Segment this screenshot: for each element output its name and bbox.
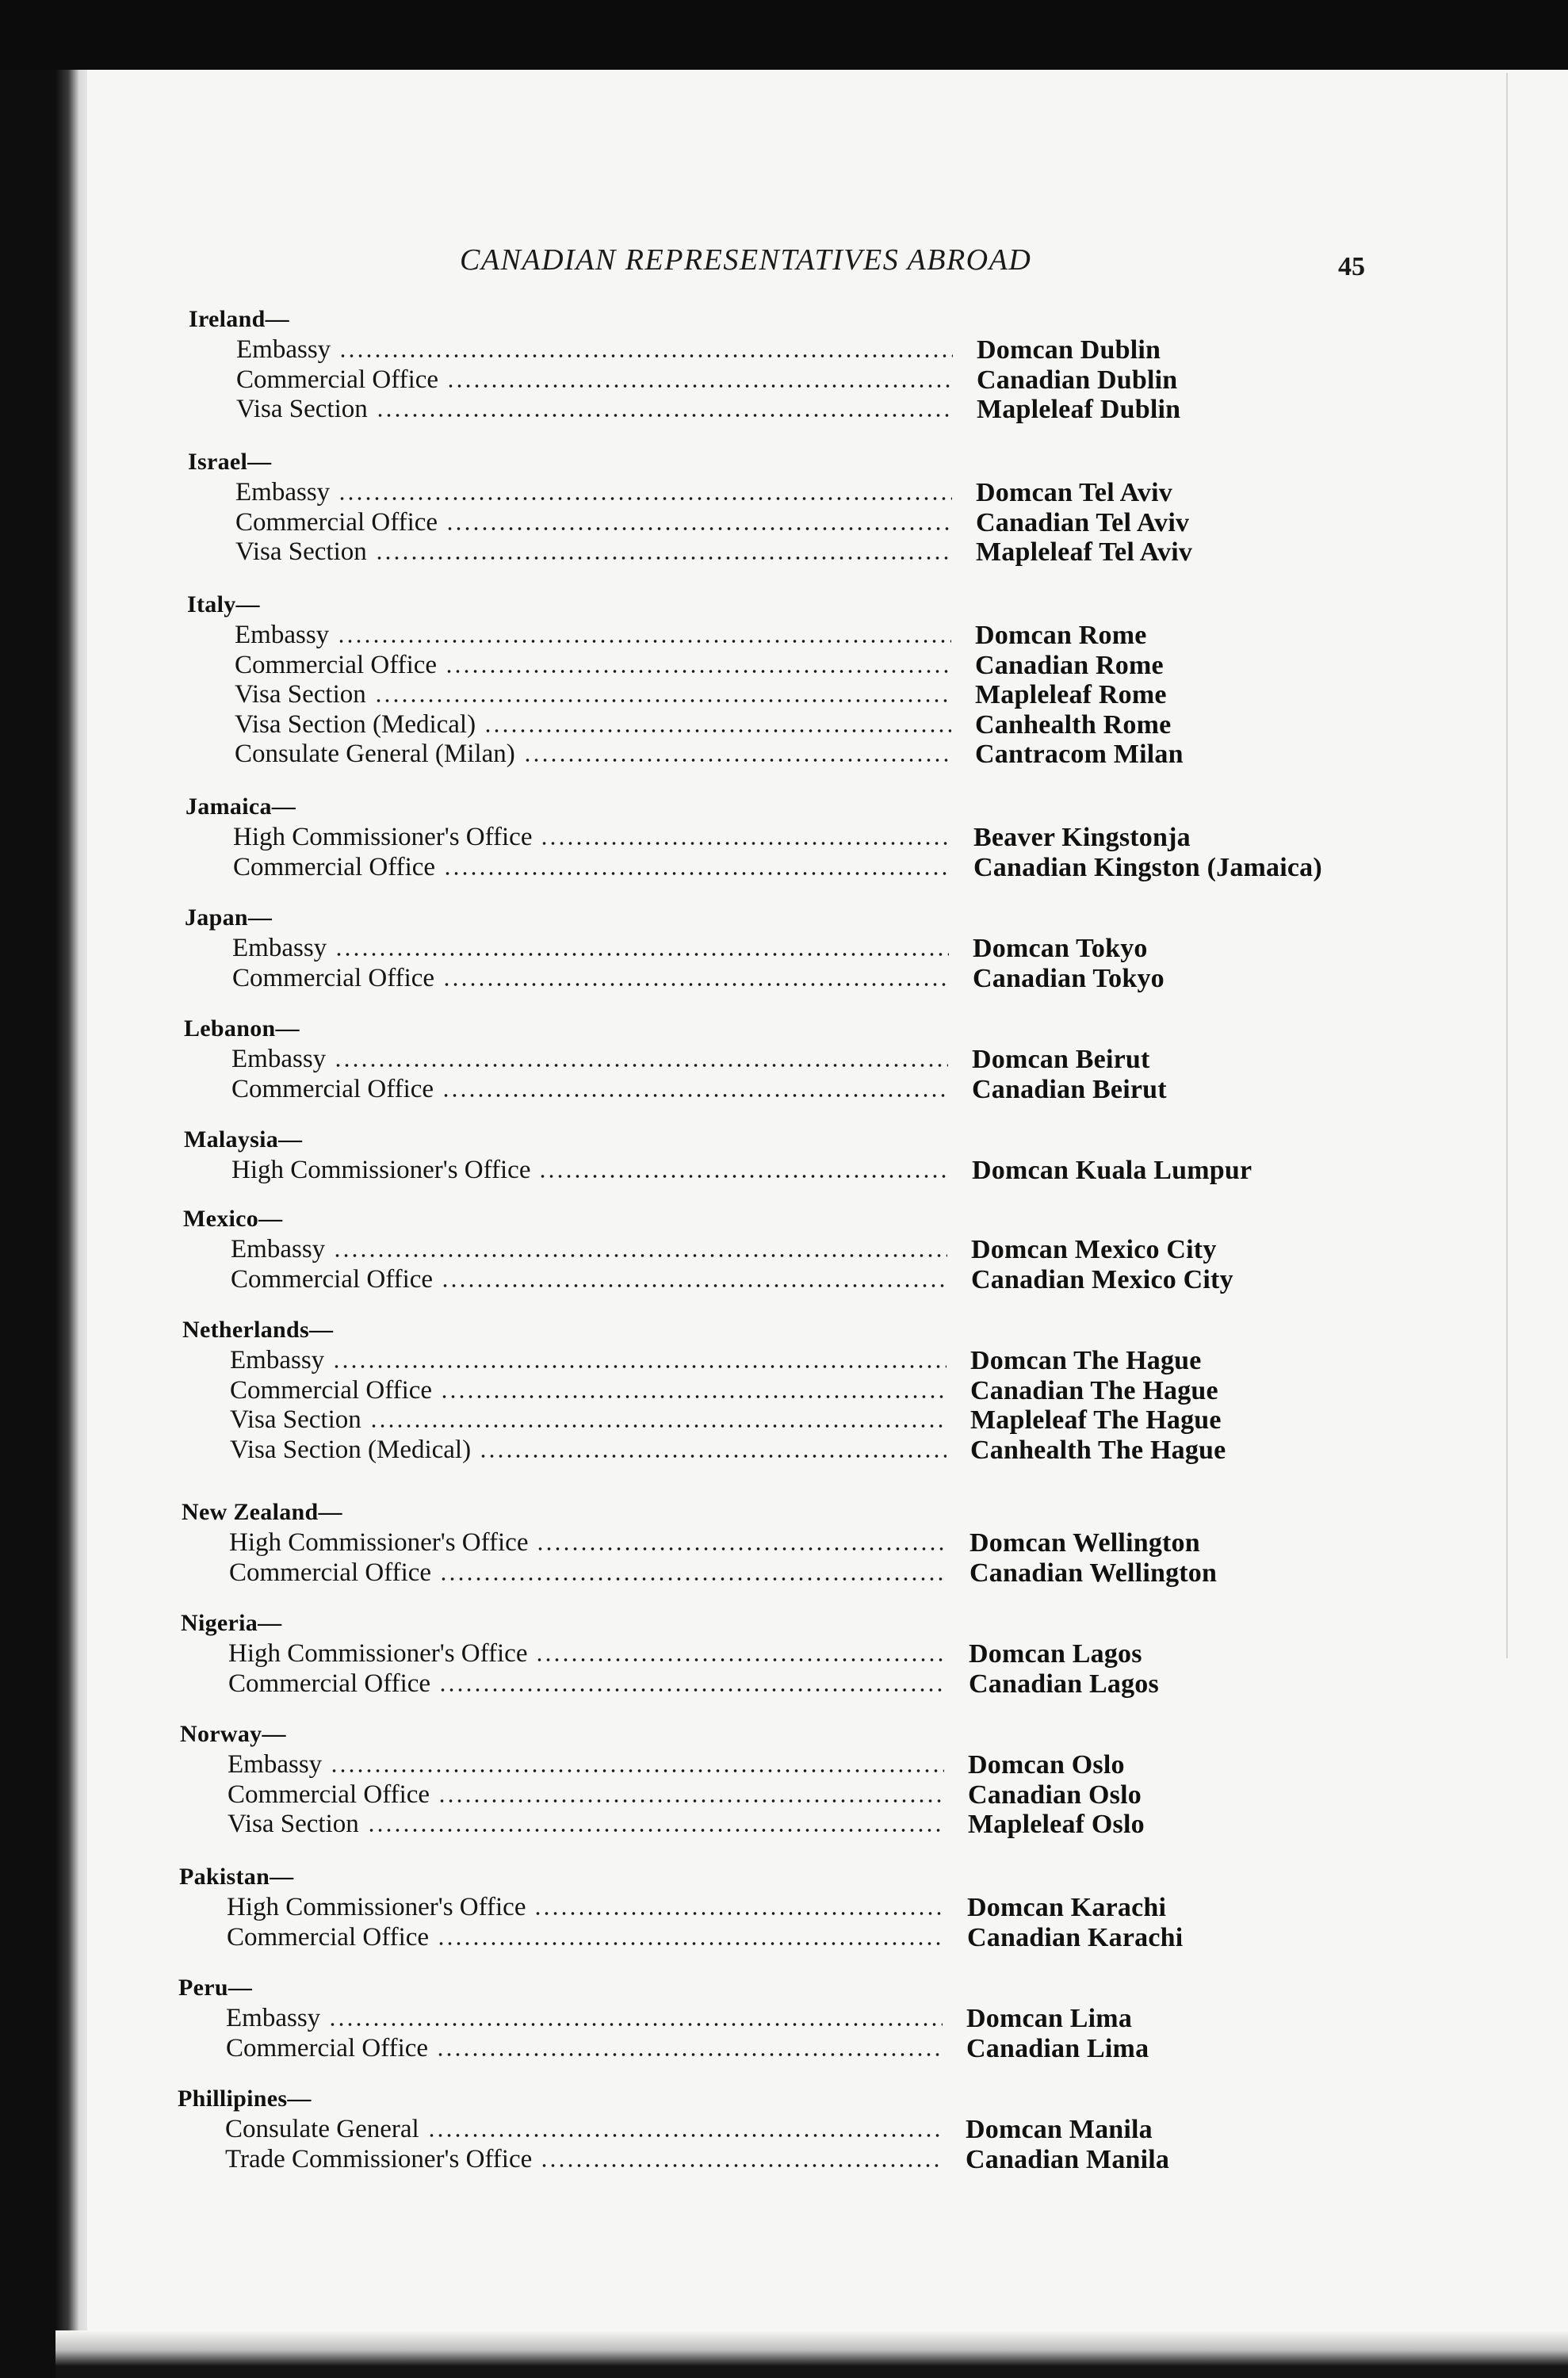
dot-leader <box>367 1829 944 1832</box>
dot-leader <box>335 953 949 956</box>
country-heading: Pakistan— <box>179 1864 294 1890</box>
office-line <box>235 738 951 767</box>
office-name: Embassy <box>232 934 327 962</box>
listing-entry <box>185 962 1532 992</box>
cable-address: Domcan Lima <box>966 2004 1133 2033</box>
dot-leader <box>333 1254 947 1257</box>
country-heading: Phillipines— <box>178 2086 312 2112</box>
listing-entry <box>182 1404 1530 1434</box>
office-name: Visa Section <box>235 680 366 709</box>
country-heading: Norway— <box>180 1721 286 1747</box>
dot-leader <box>427 2134 942 2137</box>
dot-leader <box>369 1424 947 1428</box>
listing-entry <box>185 932 1532 962</box>
cable-address: Beaver Kingstonja <box>973 823 1191 852</box>
cable-address: Domcan Mexico City <box>971 1235 1217 1264</box>
listing-entry <box>189 364 1536 394</box>
cable-address: Mapleleaf The Hague <box>970 1405 1222 1435</box>
country-section <box>178 1974 1526 2062</box>
office-name: Visa Section <box>236 395 368 423</box>
dot-leader <box>443 872 950 875</box>
cable-address: Mapleleaf Tel Aviv <box>976 537 1193 567</box>
office-line <box>227 1921 943 1951</box>
cable-address: Canadian Lima <box>966 2033 1149 2063</box>
country-section <box>187 591 1535 768</box>
cable-address: Canadian Manila <box>966 2144 1170 2174</box>
listing-entry <box>182 1374 1530 1405</box>
dot-leader <box>374 699 951 702</box>
country-section <box>182 1316 1530 1463</box>
listing-entry <box>185 851 1533 881</box>
office-line <box>236 393 953 422</box>
office-line <box>231 1073 948 1103</box>
office-line <box>225 2143 942 2173</box>
country-section <box>185 904 1532 992</box>
office-name: Embassy <box>235 621 330 649</box>
cable-address: Mapleleaf Dublin <box>977 395 1181 424</box>
listing-entry <box>187 679 1535 709</box>
office-name: Embassy <box>236 335 331 364</box>
office-line <box>228 1779 944 1808</box>
country-heading: Netherlands— <box>182 1317 334 1343</box>
country-heading: Israel— <box>188 449 272 475</box>
cable-address: Domcan Kuala Lumpur <box>972 1156 1252 1185</box>
office-name: Commercial Office <box>228 1780 430 1809</box>
office-name: Consulate General (Milan) <box>235 740 515 768</box>
cable-address: Domcan The Hague <box>970 1346 1202 1375</box>
office-line <box>235 507 952 536</box>
dot-leader <box>446 527 952 530</box>
listing-entry <box>178 2032 1526 2063</box>
dot-leader <box>536 1547 946 1550</box>
listing-entry <box>189 334 1536 364</box>
office-line <box>235 476 952 506</box>
listing-entry <box>187 619 1535 649</box>
country-heading: Japan— <box>185 904 273 931</box>
office-name: High Commissioner's Office <box>233 823 533 851</box>
office-name: Commercial Office <box>230 1375 433 1405</box>
dot-leader <box>538 1175 948 1178</box>
listing-entry <box>184 1043 1532 1073</box>
office-name: Embassy <box>231 1045 327 1073</box>
cable-address: Domcan Tokyo <box>973 934 1148 963</box>
office-line <box>232 932 949 962</box>
office-line <box>228 1638 945 1667</box>
page-title: CANADIAN REPRESENTATIVES ABROAD <box>460 243 1032 277</box>
office-name: Visa Section (Medical) <box>235 709 476 739</box>
cable-address: Domcan Lagos <box>969 1639 1142 1669</box>
office-line <box>228 1808 944 1837</box>
cable-address: Canadian Kingston (Jamaica) <box>973 852 1322 882</box>
cable-address: Mapleleaf Rome <box>975 680 1167 709</box>
dot-leader <box>328 2023 943 2026</box>
office-line <box>231 1233 947 1263</box>
office-name: High Commissioner's Office <box>229 1528 529 1557</box>
cable-address: Canadian The Hague <box>970 1375 1218 1405</box>
dot-leader <box>437 1942 943 1945</box>
dot-leader <box>534 1912 943 1915</box>
cable-address: Domcan Wellington <box>969 1528 1200 1558</box>
office-line <box>235 536 952 565</box>
office-name: Commercial Office <box>232 963 435 992</box>
office-line <box>229 1557 946 1586</box>
dot-leader <box>375 556 952 560</box>
cable-address: Canhealth Rome <box>975 709 1172 740</box>
office-name: High Commissioner's Office <box>228 1639 528 1668</box>
cable-address: Canadian Wellington <box>969 1558 1218 1588</box>
cable-address: Canadian Karachi <box>967 1922 1184 1952</box>
listing-entry <box>178 2143 1525 2173</box>
office-name: Commercial Office <box>236 365 439 394</box>
country-heading: Mexico— <box>183 1206 283 1232</box>
country-section <box>178 2085 1525 2173</box>
country-section <box>188 448 1535 566</box>
office-line <box>236 364 953 393</box>
listing-entry <box>185 821 1533 851</box>
listing-entry <box>188 476 1535 507</box>
office-name: Embassy <box>230 1346 325 1374</box>
dot-leader <box>436 2053 943 2056</box>
listing-entry <box>187 738 1535 768</box>
cable-address: Canadian Oslo <box>968 1780 1142 1810</box>
office-name: Visa Section <box>235 537 367 566</box>
office-line <box>227 1891 943 1921</box>
dot-leader <box>442 1094 948 1097</box>
listing-entry <box>182 1344 1530 1374</box>
cable-address: Domcan Tel Aviv <box>976 478 1172 507</box>
country-section <box>180 1720 1528 1838</box>
country-heading: New Zealand— <box>182 1499 342 1525</box>
country-section <box>182 1498 1529 1586</box>
country-section <box>179 1863 1527 1951</box>
country-section <box>189 305 1536 423</box>
country-heading: Italy— <box>187 591 260 617</box>
office-name: Commercial Office <box>227 1922 430 1952</box>
office-name: High Commissioner's Office <box>231 1156 531 1184</box>
cable-address: Domcan Oslo <box>968 1750 1125 1780</box>
office-name: Trade Commissioner's Office <box>225 2144 533 2173</box>
country-section <box>181 1609 1528 1697</box>
office-name: Visa Section (Medical) <box>230 1435 472 1464</box>
office-line <box>231 1043 948 1072</box>
office-line <box>231 1154 948 1183</box>
dot-leader <box>441 1284 947 1287</box>
listing-entry <box>184 1073 1532 1103</box>
country-heading: Lebanon— <box>184 1015 300 1042</box>
country-heading: Ireland— <box>189 306 289 332</box>
office-line <box>230 1434 947 1463</box>
country-section <box>183 1205 1531 1293</box>
dot-leader <box>446 384 953 388</box>
listing-entry <box>181 1638 1528 1668</box>
office-line <box>226 2002 943 2032</box>
dot-leader <box>484 729 951 732</box>
listing-entry <box>187 649 1535 679</box>
office-name: Commercial Office <box>233 852 436 881</box>
country-heading: Malaysia— <box>184 1126 303 1153</box>
office-line <box>231 1264 947 1293</box>
dot-leader <box>439 1577 946 1581</box>
listing-entry <box>179 1921 1527 1952</box>
cable-address: Canadian Dublin <box>977 365 1178 395</box>
listing-entry <box>183 1264 1531 1294</box>
cable-address: Canadian Beirut <box>972 1074 1167 1104</box>
listing-entry <box>184 1154 1532 1184</box>
listing-entry <box>182 1527 1529 1557</box>
dot-leader <box>438 1688 945 1692</box>
country-heading: Peru— <box>178 1975 253 2001</box>
office-line <box>235 709 951 738</box>
office-name: High Commissioner's Office <box>227 1893 526 1921</box>
dot-leader <box>338 497 952 500</box>
scan-bottom-border <box>55 2330 1568 2378</box>
country-section <box>184 1126 1532 1184</box>
listing-entry <box>180 1808 1528 1838</box>
office-name: Commercial Office <box>229 1558 432 1587</box>
office-name: Embassy <box>228 1750 323 1779</box>
dot-leader <box>523 759 951 762</box>
listing-entry <box>178 2002 1526 2032</box>
cable-address: Canadian Lagos <box>969 1669 1159 1699</box>
listing-entry <box>182 1557 1529 1587</box>
dot-leader <box>440 1395 947 1398</box>
listing-entry <box>189 393 1536 423</box>
office-line <box>226 2032 943 2062</box>
listing-entry <box>183 1233 1531 1264</box>
office-line <box>233 821 950 851</box>
country-section <box>184 1015 1532 1103</box>
dot-leader <box>445 670 951 673</box>
office-name: Commercial Office <box>235 650 438 679</box>
page-number: 45 <box>1338 252 1365 281</box>
office-name: Commercial Office <box>231 1074 434 1103</box>
dot-leader <box>376 414 953 417</box>
cable-address: Canhealth The Hague <box>970 1435 1226 1465</box>
cable-address: Domcan Beirut <box>972 1045 1150 1074</box>
office-name: Commercial Office <box>231 1264 434 1294</box>
office-line <box>230 1344 947 1374</box>
listing-entry <box>178 2113 1525 2143</box>
cable-address: Domcan Manila <box>966 2115 1153 2144</box>
listing-entry <box>182 1434 1530 1464</box>
office-line <box>235 649 951 679</box>
cable-address: Canadian Rome <box>975 650 1164 680</box>
office-name: Commercial Office <box>235 507 438 537</box>
country-section <box>185 793 1533 881</box>
cable-address: Canadian Mexico City <box>971 1264 1233 1294</box>
cable-address: Domcan Karachi <box>967 1893 1167 1922</box>
listing-entry <box>181 1668 1528 1698</box>
office-line <box>236 334 953 363</box>
office-name: Commercial Office <box>226 2033 429 2063</box>
office-line <box>228 1668 945 1697</box>
listing-entry <box>187 709 1535 739</box>
office-line <box>233 851 950 881</box>
office-line <box>230 1374 947 1404</box>
listing-entry <box>180 1749 1528 1779</box>
office-line <box>235 679 951 708</box>
office-name: Embassy <box>226 2004 321 2032</box>
cable-address: Mapleleaf Oslo <box>968 1810 1145 1839</box>
dot-leader <box>442 983 949 986</box>
cable-address: Canadian Tel Aviv <box>976 507 1190 537</box>
dot-leader <box>334 1064 948 1067</box>
dot-leader <box>479 1455 947 1458</box>
cable-address: Domcan Rome <box>975 621 1147 650</box>
office-line <box>228 1749 944 1778</box>
dot-leader <box>330 1769 944 1772</box>
office-name: Visa Section <box>228 1810 359 1838</box>
office-name: Consulate General <box>225 2115 419 2143</box>
office-line <box>229 1527 946 1556</box>
office-name: Embassy <box>231 1235 326 1264</box>
cable-address: Canadian Tokyo <box>973 963 1165 993</box>
listing-entry <box>180 1779 1528 1809</box>
office-line <box>225 2113 942 2143</box>
office-line <box>232 962 949 992</box>
office-line <box>235 619 951 648</box>
country-heading: Jamaica— <box>185 793 296 820</box>
listing-entry <box>188 536 1535 566</box>
dot-leader <box>338 354 953 357</box>
office-line <box>230 1404 947 1433</box>
dot-leader <box>337 640 951 643</box>
office-name: Visa Section <box>230 1405 361 1434</box>
dot-leader <box>540 2164 942 2167</box>
office-name: Commercial Office <box>228 1669 431 1698</box>
cable-address: Cantracom Milan <box>975 740 1184 769</box>
dot-leader <box>540 842 950 845</box>
listing-entry <box>179 1891 1527 1921</box>
country-heading: Nigeria— <box>181 1610 282 1636</box>
cable-address: Domcan Dublin <box>977 335 1161 365</box>
office-name: Embassy <box>235 478 331 507</box>
dot-leader <box>332 1365 947 1368</box>
dot-leader <box>438 1799 944 1803</box>
dot-leader <box>535 1658 945 1661</box>
listing-entry <box>188 507 1535 537</box>
